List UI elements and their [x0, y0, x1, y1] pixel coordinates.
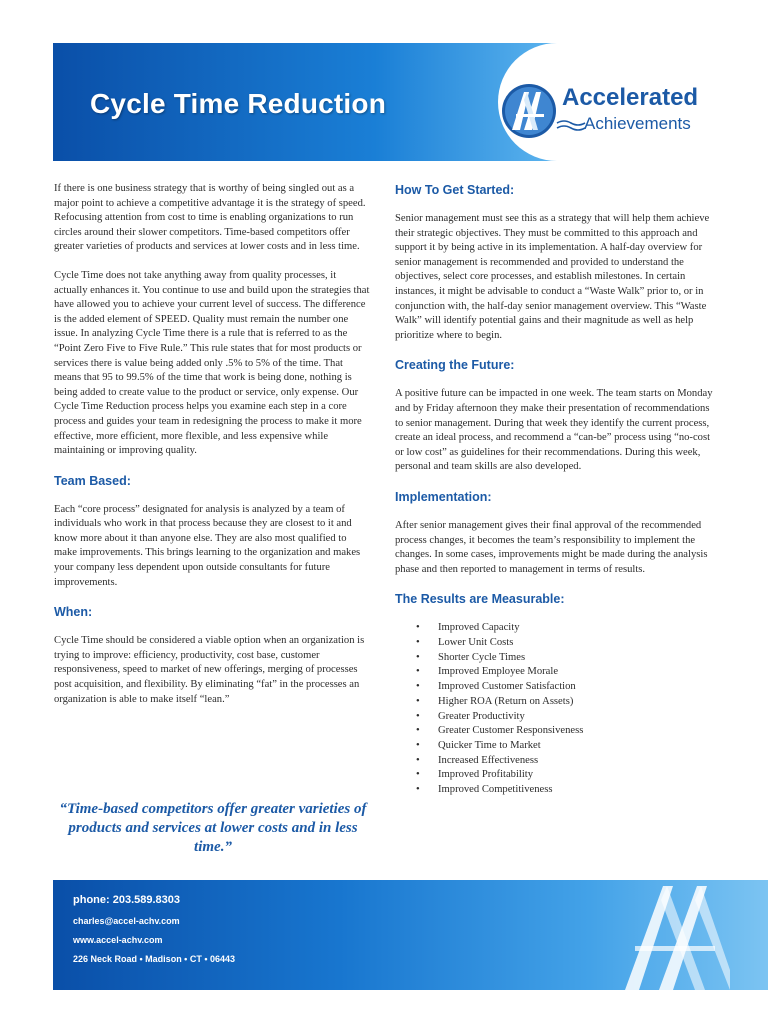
list-item: • Shorter Cycle Times — [395, 651, 713, 666]
list-item: • Improved Competitiveness — [395, 783, 713, 798]
list-item: • Improved Employee Morale — [395, 665, 713, 680]
list-item: • Increased Effectiveness — [395, 754, 713, 769]
footer-phone: phone: 203.589.8303 — [73, 894, 181, 906]
creating-future-text: A positive future can be impacted in one week. The team starts on Monday and by Friday afternoon they make their presentation of recommendations to senior management. During that week they identify the current process, create an ideal process, and recommend a “can-be” process using “no-cost or low cost” as guidelines for their recommendations. During this week, personal and team skills are also developed. — [395, 388, 713, 473]
results-list — [395, 621, 713, 797]
footer-logo-watermark-icon — [615, 880, 730, 990]
results-heading: The Results are Measurable: — [395, 592, 565, 607]
team-based-text: Each “core process” designated for analysis is analyzed by a team of individuals who work in that process because they are closest to it and know more about it than anyone else. They are also most qualified to make improvements. This brings learning to the organization and makes your company less dependent upon outside consultants for future improvements. — [54, 503, 361, 588]
right-column — [395, 182, 713, 798]
creating-future-heading: Creating the Future: — [395, 358, 515, 373]
list-item: • Lower Unit Costs — [395, 636, 713, 651]
logo-mark-icon — [500, 82, 558, 140]
list-item: • Improved Customer Satisfaction — [395, 680, 713, 695]
footer-address: 226 Neck Road • Madison • CT • 06443 — [73, 954, 236, 964]
footer-email[interactable]: charles@accel-achv.com — [73, 916, 180, 926]
implementation-text: After senior management gives their final approval of the recommended process changes, it becomes the team’s responsibility to implement the changes. In some cases, improvements might be made during the analysis phase and then reported to management in terms of results. — [395, 519, 708, 575]
page-title: Cycle Time Reduction — [90, 88, 387, 119]
when-heading: When: — [54, 605, 93, 620]
pull-quote: “Time-based competitors offer greater varieties of products and services at lower costs and in less time.” — [59, 801, 367, 855]
list-item: • Quicker Time to Market — [395, 739, 713, 754]
list-item: • Improved Capacity — [395, 621, 713, 636]
cycle-time-paragraph: Cycle Time does not take anything away from quality processes, it actually enhances it. You continue to use and build upon the strategies that have allowed you to achieve your current level of success. The difference is the added element of SPEED. Quality must remain the number one issue. In analyzing Cycle Time there is a rule that is referred to as the “Point Zero Five to Five Rule.” This rule states that for most products or services there is value being added only .5% to 5% of the time. That means that 95 to 99.5% of the time that work is being done, nothing is being added to create value to the product or service, only expense. Our Cycle Time Reduction process helps you examine each step in a core process and guides your team in redesigning the process to make it more effective, more efficient, more flexible, and less expensive while maintaining or improving quality. — [54, 269, 370, 457]
company-logo — [500, 78, 730, 142]
logo-swoosh-icon — [556, 118, 586, 132]
list-item: • Improved Profitability — [395, 768, 713, 783]
team-based-heading: Team Based: — [54, 473, 131, 488]
logo-wordmark-line2: Achievements — [584, 114, 691, 133]
how-to-start-text: Senior management must see this as a strategy that will help them achieve their strategic objectives. They must be committed to this approach and support it by being active in its implementation. A half-day overview for senior management is recommended and provided to understand the objectives, select core processes, and establish milestones. In certain instances, it might be advisable to conduct a “Waste Walk” prior to, or in conjunction with, the half-day senior management overview. This “Waste Walk” will identify potential gains and their magnitude as well as help prioritize where to begin. — [395, 213, 710, 341]
when-text: Cycle Time should be considered a viable option when an organization is trying to improve: efficiency, productivity, cost base, customer responsiveness, speed to market of new offerings, merging of processes post acquisition, and flexibility. By eliminating “fat” in the processes an organization is able to make itself “lean.” — [54, 635, 365, 705]
intro-paragraph: If there is one business strategy that is worthy of being singled out as a major point to achieve a competitive advantage it is the strategy of speed. Refocusing attention from cost to time is enabling organizations to run circles around their slower competitors. Time-based competitors offer greater varieties of products and services at lower costs and in less time. — [54, 183, 366, 253]
how-to-start-heading: How To Get Started: — [395, 183, 515, 197]
list-item: • Greater Productivity — [395, 710, 713, 725]
implementation-heading: Implementation: — [395, 489, 492, 504]
footer-website[interactable]: www.accel-achv.com — [73, 935, 163, 945]
list-item: • Higher ROA (Return on Assets) — [395, 695, 713, 710]
left-column — [54, 182, 372, 721]
logo-wordmark-line1: Accelerated — [562, 84, 699, 111]
list-item: • Greater Customer Responsiveness — [395, 724, 713, 739]
